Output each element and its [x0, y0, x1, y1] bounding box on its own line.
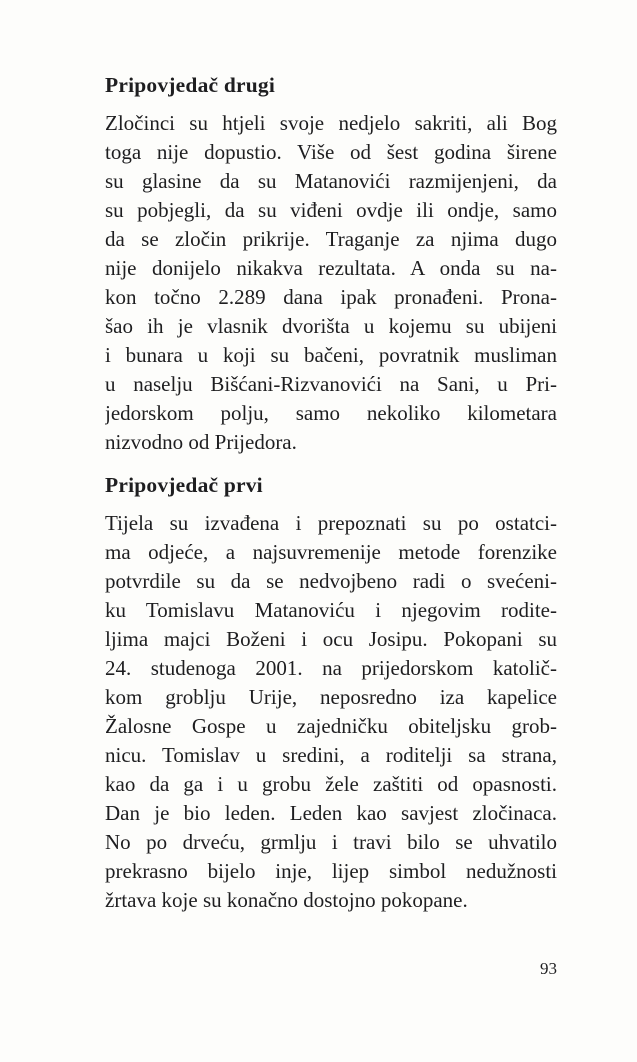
text-line: No po drveću, grmlju i travi bilo se uhvatilo: [105, 830, 557, 854]
section-heading: Pripovjedač prvi: [105, 473, 263, 497]
text-line: žrtava koje su konačno dostojno pokopane.: [105, 888, 468, 912]
text-line: u naselju Bišćani-Rizvanovići na Sani, u Pri-: [105, 372, 557, 396]
text-line: su pobjegli, da su viđeni ovdje ili ondje, samo: [105, 198, 557, 222]
text-line: i bunara u koji su bačeni, povratnik musliman: [105, 343, 557, 367]
text-section: [105, 471, 557, 915]
text-line: Zločinci su htjeli svoje nedjelo sakriti, ali Bog: [105, 111, 557, 135]
text-section: [105, 71, 557, 457]
text-line: Dan je bio leden. Leden kao savjest zločinaca.: [105, 801, 557, 825]
text-line: 24. studenoga 2001. na prijedorskom katolič-: [105, 656, 557, 680]
text-line: ljima majci Boženi i ocu Josipu. Pokopani su: [105, 627, 557, 651]
text-line: kon točno 2.289 dana ipak pronađeni. Prona-: [105, 285, 557, 309]
text-line: ku Tomislavu Matanoviću i njegovim rodite-: [105, 598, 557, 622]
text-line: nije donijelo nikakva rezultata. A onda su na-: [105, 256, 557, 280]
text-line: kao da ga i u grobu žele zaštiti od opasnosti.: [105, 772, 557, 796]
text-line: toga nije dopustio. Više od šest godina širene: [105, 140, 557, 164]
text-line: potvrdile su da se nedvojbeno radi o svećeni-: [105, 569, 557, 593]
text-line: kom groblju Urije, neposredno iza kapelice: [105, 685, 557, 709]
section-heading: Pripovjedač drugi: [105, 73, 276, 97]
text-line: Žalosne Gospe u zajedničku obiteljsku grob-: [105, 714, 557, 738]
page-content: [105, 71, 557, 915]
text-line: nizvodno od Prijedora.: [105, 430, 297, 454]
text-line: da se zločin prikrije. Traganje za njima dugo: [105, 227, 557, 251]
text-line: šao ih je vlasnik dvorišta u kojemu su ubijeni: [105, 314, 557, 338]
page-number: 93: [540, 959, 557, 978]
paragraph: [105, 509, 557, 915]
text-line: jedorskom polju, samo nekoliko kilometara: [105, 401, 557, 425]
text-line: su glasine da su Matanovići razmijenjeni, da: [105, 169, 557, 193]
text-line: Tijela su izvađena i prepoznati su po ostatci-: [105, 511, 557, 535]
paragraph: [105, 109, 557, 457]
text-line: prekrasno bijelo inje, lijep simbol nedužnosti: [105, 859, 557, 883]
text-line: ma odjeće, a najsuvremenije metode forenzike: [105, 540, 557, 564]
text-line: nicu. Tomislav u sredini, a roditelji sa strana,: [105, 743, 557, 767]
